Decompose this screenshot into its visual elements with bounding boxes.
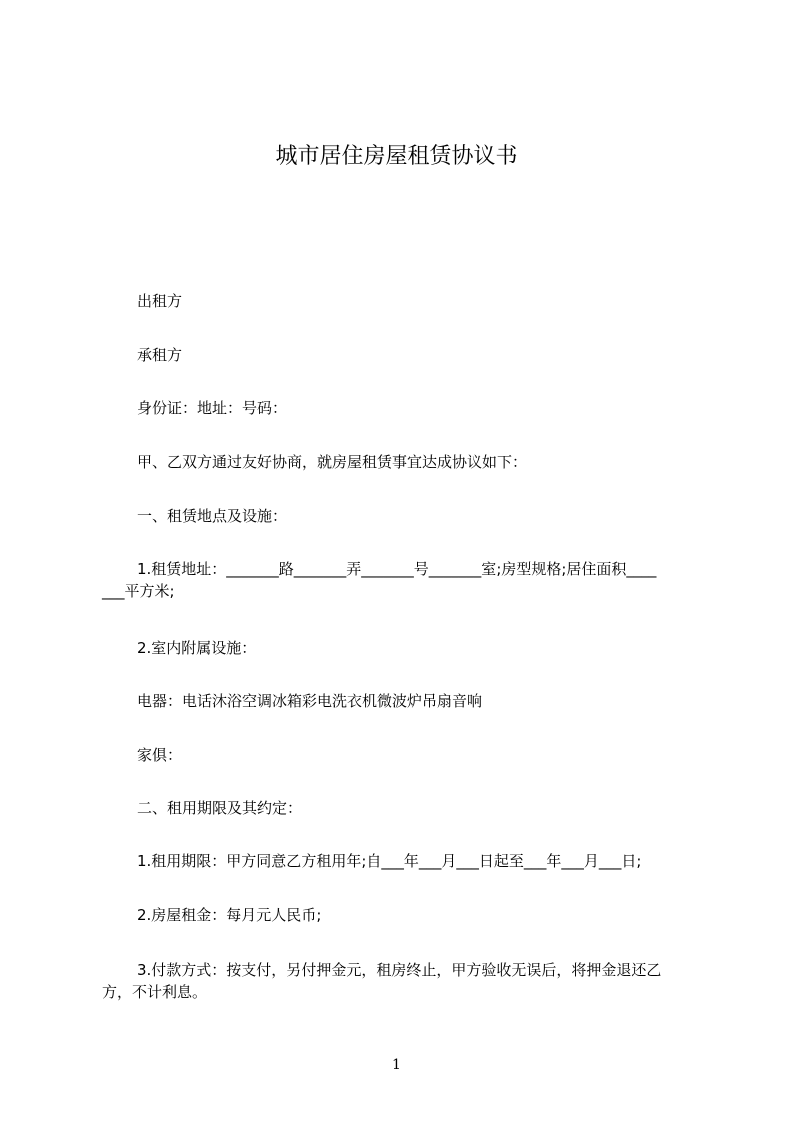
item-1-1-line-1: 1.租赁地址：_______路_______弄_______号_______室;房型规格;居住面积____ — [137, 560, 657, 578]
item-1-1-paragraph — [102, 558, 707, 602]
lessee-line: 承租方 — [137, 346, 183, 364]
item-2-3-line-2: 方，不计利息。 — [102, 983, 208, 1001]
item-2-2-paragraph: 2.房屋租金：每月元人民币; — [137, 906, 322, 924]
section-2-heading: 二、租用期限及其约定： — [137, 799, 303, 817]
furniture-line: 家俱： — [137, 746, 183, 764]
id-info-line: 身份证：地址：号码： — [137, 399, 288, 417]
document-title: 城市居住房屋租赁协议书 — [275, 144, 518, 169]
item-2-3-line-1: 3.付款方式：按支付，另付押金元，租房终止，甲方验收无误后，将押金退还乙 — [137, 961, 662, 979]
item-1-1-line-2: ___平方米; — [102, 582, 175, 600]
item-2-3-paragraph — [102, 959, 707, 1003]
item-1-2-paragraph: 2.室内附属设施： — [137, 639, 257, 657]
lessor-line: 出租方 — [137, 292, 183, 310]
page-number: 1 — [392, 1057, 401, 1073]
preamble-paragraph: 甲、乙双方通过友好协商，就房屋租赁事宜达成协议如下： — [137, 453, 528, 471]
item-2-1-paragraph: 1.租用期限：甲方同意乙方租用年;自___年___月___日起至___年___月___日; — [137, 852, 642, 870]
appliances-line: 电器：电话沐浴空调冰箱彩电洗衣机微波炉吊扇音响 — [137, 692, 483, 710]
section-1-heading: 一、租赁地点及设施： — [137, 507, 288, 525]
